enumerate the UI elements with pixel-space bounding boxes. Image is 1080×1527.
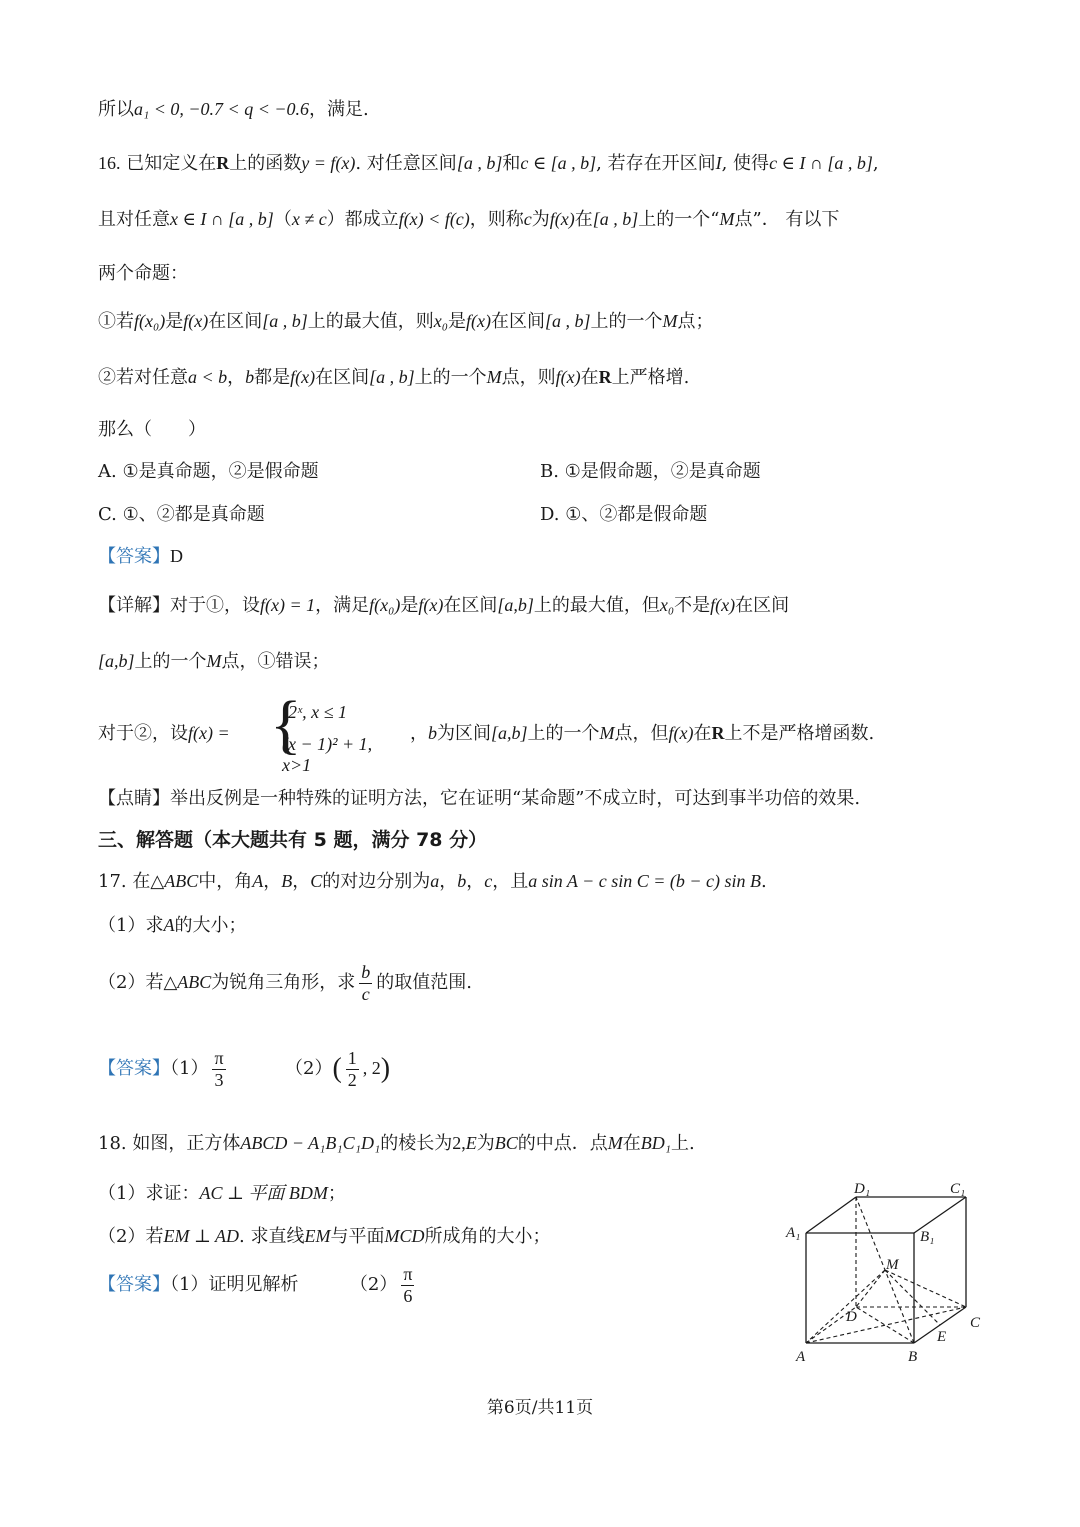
math: f(x) xyxy=(710,595,736,615)
question-number: 16. xyxy=(98,153,121,173)
label-E: E xyxy=(937,1329,947,1345)
math: f(x) xyxy=(290,367,316,387)
answer-label: 【答案】 xyxy=(98,1058,170,1080)
text: 上的一个“ xyxy=(638,209,720,230)
text: ②若对任意 xyxy=(98,367,188,388)
text: 所以 xyxy=(98,99,134,120)
math: [a,b] xyxy=(491,723,528,743)
denominator: 2 xyxy=(347,1069,357,1090)
math-R: R xyxy=(216,153,230,173)
brace: { xyxy=(270,688,302,761)
option-c xyxy=(98,503,265,526)
text: ，满足. xyxy=(309,99,369,120)
text: 在区间 xyxy=(490,311,545,332)
text: ， xyxy=(466,871,485,892)
text: 的对边分别为 xyxy=(322,871,431,892)
interval-tail: , 2 xyxy=(362,1058,381,1079)
math: c ∈ I ∩ [a , b] xyxy=(769,153,873,173)
text: 在 xyxy=(574,209,593,230)
text: ， xyxy=(227,367,246,388)
math-R: R xyxy=(711,723,725,743)
q16-detail-line-3-right xyxy=(410,722,874,745)
math: BD₁ xyxy=(640,1133,671,1153)
text: 在区间 xyxy=(315,367,370,388)
text: , 若存在开区间 xyxy=(596,153,716,174)
piecewise-case-2: (x − 1)² + 1, x>1 xyxy=(282,734,373,775)
text: 已知定义在 xyxy=(126,153,217,174)
section-title-text: 三、解答题（本大题共有 5 题，满分 78 分） xyxy=(98,829,488,851)
math: x₀ xyxy=(659,595,675,615)
math: [a , b] xyxy=(262,311,308,331)
text: 上的一个 xyxy=(134,651,207,672)
fraction-half xyxy=(346,1048,359,1090)
text: 在区间 xyxy=(443,595,498,616)
text: 和 xyxy=(502,153,521,174)
math: A xyxy=(163,915,175,935)
answer-label: 【答案】 xyxy=(98,546,170,567)
text: （2）若 xyxy=(98,972,164,994)
math: b xyxy=(245,367,255,387)
text: （1）求 xyxy=(98,915,164,936)
math: M xyxy=(206,651,222,671)
text: 那么（ ） xyxy=(98,419,206,440)
text: 上的最大值，但 xyxy=(533,595,660,616)
label-B1: B₁ xyxy=(920,1229,935,1245)
math: A xyxy=(252,871,264,891)
math: b xyxy=(457,871,467,891)
q17-answer xyxy=(98,1048,390,1090)
math: B xyxy=(281,871,293,891)
text: （ xyxy=(273,209,292,230)
option-a xyxy=(98,460,319,483)
text: ， xyxy=(439,871,458,892)
q16-detail-line-3-left xyxy=(98,722,230,745)
text: 为锐角三角形，求 xyxy=(211,972,356,994)
left-paren: ( xyxy=(332,1053,342,1085)
denominator: 6 xyxy=(403,1285,413,1306)
option-d-text: D. ①、②都是假命题 xyxy=(540,504,708,525)
math: x₀ xyxy=(433,311,448,331)
q16-detail-line-1 xyxy=(98,594,789,617)
text: 的中点．点 xyxy=(517,1133,608,1154)
denominator: 3 xyxy=(214,1069,224,1090)
page-number: 第6页/共11页 xyxy=(486,1398,594,1418)
math: E xyxy=(465,1133,477,1153)
text: （1） xyxy=(170,1058,209,1080)
text: 两个命题： xyxy=(98,263,188,284)
math: f(x₀) xyxy=(134,311,166,331)
text: 18. 如图，正方体 xyxy=(98,1133,241,1154)
text: 在 xyxy=(622,1133,641,1154)
math: [a,b] xyxy=(98,651,135,671)
math: △ABC xyxy=(150,871,199,891)
option-b xyxy=(540,460,761,483)
text: ， xyxy=(292,871,311,892)
text: 在区间 xyxy=(208,311,263,332)
math: AC ⊥ 平面 BDM xyxy=(199,1183,328,1203)
piecewise-function xyxy=(270,688,400,775)
text: （1）证明见解析 xyxy=(170,1274,299,1296)
text: , 使得 xyxy=(721,153,770,174)
q17-stem xyxy=(98,870,767,893)
text: 中，角 xyxy=(198,871,253,892)
text: ， xyxy=(410,723,428,744)
text: 为区间 xyxy=(437,723,491,744)
section-title xyxy=(98,828,487,853)
label-M: M xyxy=(886,1257,899,1273)
math: [a,b] xyxy=(497,595,534,615)
text: . 对任意区间 xyxy=(355,153,457,174)
fraction-b-over-c xyxy=(359,962,372,1004)
math: x ≠ c xyxy=(291,209,327,229)
math: △ABC xyxy=(163,972,212,993)
text: 点，则 xyxy=(501,367,556,388)
option-b-text: B. ①是假命题，②是真命题 xyxy=(540,461,761,482)
text: 与平面 xyxy=(330,1226,385,1247)
text: 所成角的大小； xyxy=(424,1226,551,1247)
text: 的棱长为 xyxy=(380,1133,453,1154)
math: M xyxy=(719,209,735,229)
math: [a , b] xyxy=(369,367,415,387)
math-inequality: a₁ < 0, −0.7 < q < −0.6 xyxy=(134,99,309,119)
label-C1: C₁ xyxy=(950,1181,966,1197)
text: 上不是严格增函数. xyxy=(724,723,875,744)
text: 对于①，设 xyxy=(170,595,260,616)
math: I xyxy=(715,153,722,173)
math: [a , b] xyxy=(592,209,639,229)
text: 对于②，设 xyxy=(98,723,188,744)
text: 点，①错误； xyxy=(221,651,330,672)
q16-proposition-1 xyxy=(98,310,714,333)
label-A: A xyxy=(796,1349,806,1365)
answer-label: 【答案】 xyxy=(98,1274,170,1296)
math: C xyxy=(310,871,323,891)
text: （2） xyxy=(285,1058,333,1080)
answer-value: D xyxy=(170,546,183,566)
piecewise-case-1: 2ˣ, x ≤ 1 xyxy=(288,702,347,722)
q16-proposition-2 xyxy=(98,366,689,389)
text: 都是 xyxy=(254,367,291,388)
numerator: 1 xyxy=(347,1048,357,1068)
math: f(x) xyxy=(183,311,209,331)
detail-label: 【详解】 xyxy=(98,595,170,616)
q16-line-1 xyxy=(98,152,879,175)
q16-comment xyxy=(98,787,860,810)
text: 上的一个 xyxy=(414,367,487,388)
math: f(x) xyxy=(466,311,491,331)
math-interval: [a , b] xyxy=(456,153,503,173)
text: 上的一个 xyxy=(527,723,600,744)
math: f(x) = xyxy=(188,723,230,743)
edge-A1D1 xyxy=(806,1197,856,1233)
math: f(x) = 1 xyxy=(260,595,316,615)
q16-detail-line-2 xyxy=(98,650,330,673)
label-B: B xyxy=(908,1349,918,1365)
text: ①若 xyxy=(98,311,134,332)
text: （1）求证： xyxy=(98,1183,200,1204)
text: 上严格增. xyxy=(611,367,690,388)
text: 是 xyxy=(448,311,466,332)
text: 为 xyxy=(476,1133,495,1154)
math-R: R xyxy=(598,367,612,387)
text: 且对任意 xyxy=(98,209,170,230)
q18-stem xyxy=(98,1132,695,1155)
denominator: c xyxy=(361,983,370,1004)
text: 上的最大值，则 xyxy=(307,311,434,332)
q18-part-1 xyxy=(98,1182,346,1205)
math: y = f(x) xyxy=(301,153,356,173)
math: [a , b] xyxy=(544,311,591,331)
option-c-text: C. ①、②都是真命题 xyxy=(98,504,265,525)
text: 点”． 有以下 xyxy=(734,209,840,230)
text: 在 xyxy=(693,723,712,744)
text: 上的函数 xyxy=(229,153,302,174)
math: c xyxy=(484,871,493,891)
page-footer xyxy=(0,1393,1080,1418)
math: b xyxy=(428,723,437,743)
math: x ∈ I ∩ [a , b] xyxy=(170,209,274,229)
text: 点，但 xyxy=(614,723,669,744)
label-C: C xyxy=(970,1315,981,1331)
math: M xyxy=(662,311,678,331)
text: （2）若 xyxy=(98,1226,164,1247)
text: 上的一个 xyxy=(590,311,663,332)
text: 的取值范围. xyxy=(376,972,473,994)
math: f(x) xyxy=(549,209,575,229)
text: 在区间 xyxy=(735,595,790,616)
diagonal-BD xyxy=(856,1307,914,1343)
numerator: b xyxy=(361,962,371,982)
math: BC xyxy=(494,1133,518,1153)
text: 上. xyxy=(670,1133,695,1154)
math: a < b xyxy=(188,367,228,387)
text: ； xyxy=(327,1183,346,1204)
q16-line-3 xyxy=(98,262,188,285)
math-equation: a sin A − c sin C = (b − c) sin B xyxy=(528,871,761,891)
cube-figure xyxy=(780,1175,1000,1365)
text: , xyxy=(872,153,879,174)
q17-part-2 xyxy=(98,962,472,1004)
text: 是 xyxy=(165,311,184,332)
math: M xyxy=(607,1133,623,1153)
text: 点； xyxy=(677,311,714,332)
math: f(x) < f(c) xyxy=(398,209,470,229)
math: f(x₀) xyxy=(369,595,401,615)
right-paren: ) xyxy=(380,1053,391,1085)
math: f(x) xyxy=(555,367,581,387)
math: ABCD − A₁B₁C₁D₁ xyxy=(240,1133,381,1153)
option-d xyxy=(540,503,707,526)
segment-MD xyxy=(856,1270,885,1307)
text: 不是 xyxy=(674,595,711,616)
q17-part-1 xyxy=(98,914,246,937)
text: 是 xyxy=(400,595,419,616)
math: MCD xyxy=(384,1226,425,1246)
math: a xyxy=(430,871,440,891)
text: 的大小； xyxy=(174,915,247,936)
numerator: π xyxy=(403,1264,413,1284)
q16-line-2 xyxy=(98,208,839,231)
math: EM ⊥ AD xyxy=(163,1226,240,1246)
option-a-text: A. ①是真命题，②是假命题 xyxy=(98,461,319,482)
text: ，满足 xyxy=(315,595,370,616)
text: 在 xyxy=(580,367,599,388)
label-D: D xyxy=(846,1309,857,1325)
text: ，则称 xyxy=(469,209,524,230)
math: f(x) xyxy=(668,723,694,743)
fraction-pi-over-6 xyxy=(401,1264,414,1306)
q18-part-2 xyxy=(98,1225,551,1248)
q16-answer xyxy=(98,545,183,568)
math: c ∈ [a , b] xyxy=(520,153,597,173)
text: 为 xyxy=(531,209,550,230)
numerator: π xyxy=(214,1048,224,1068)
text: （2） xyxy=(349,1274,398,1296)
math: M xyxy=(486,367,502,387)
math: 2, xyxy=(452,1133,466,1153)
edge-B1C1 xyxy=(914,1197,966,1233)
text: ，且 xyxy=(492,871,529,892)
segment-ME xyxy=(885,1270,940,1325)
text: . xyxy=(761,871,767,892)
prev-answer-conclusion xyxy=(98,98,369,121)
label-A1: A₁ xyxy=(786,1225,801,1241)
text: 17. 在 xyxy=(98,871,151,892)
text: ， xyxy=(263,871,282,892)
fraction-pi-over-3 xyxy=(212,1048,225,1090)
math: EM xyxy=(304,1226,331,1246)
comment-text: 举出反例是一种特殊的证明方法，它在证明“某命题”不成立时，可达到事半功倍的效果. xyxy=(170,788,861,809)
math: c xyxy=(523,209,532,229)
comment-label: 【点睛】 xyxy=(98,788,170,809)
q18-answer xyxy=(98,1264,418,1306)
math: f(x) xyxy=(418,595,444,615)
text: ）都成立 xyxy=(326,209,399,230)
math: M xyxy=(599,723,615,743)
label-D1: D₁ xyxy=(854,1181,871,1197)
text: . 求直线 xyxy=(239,1226,305,1247)
q16-stem-end xyxy=(98,418,206,441)
